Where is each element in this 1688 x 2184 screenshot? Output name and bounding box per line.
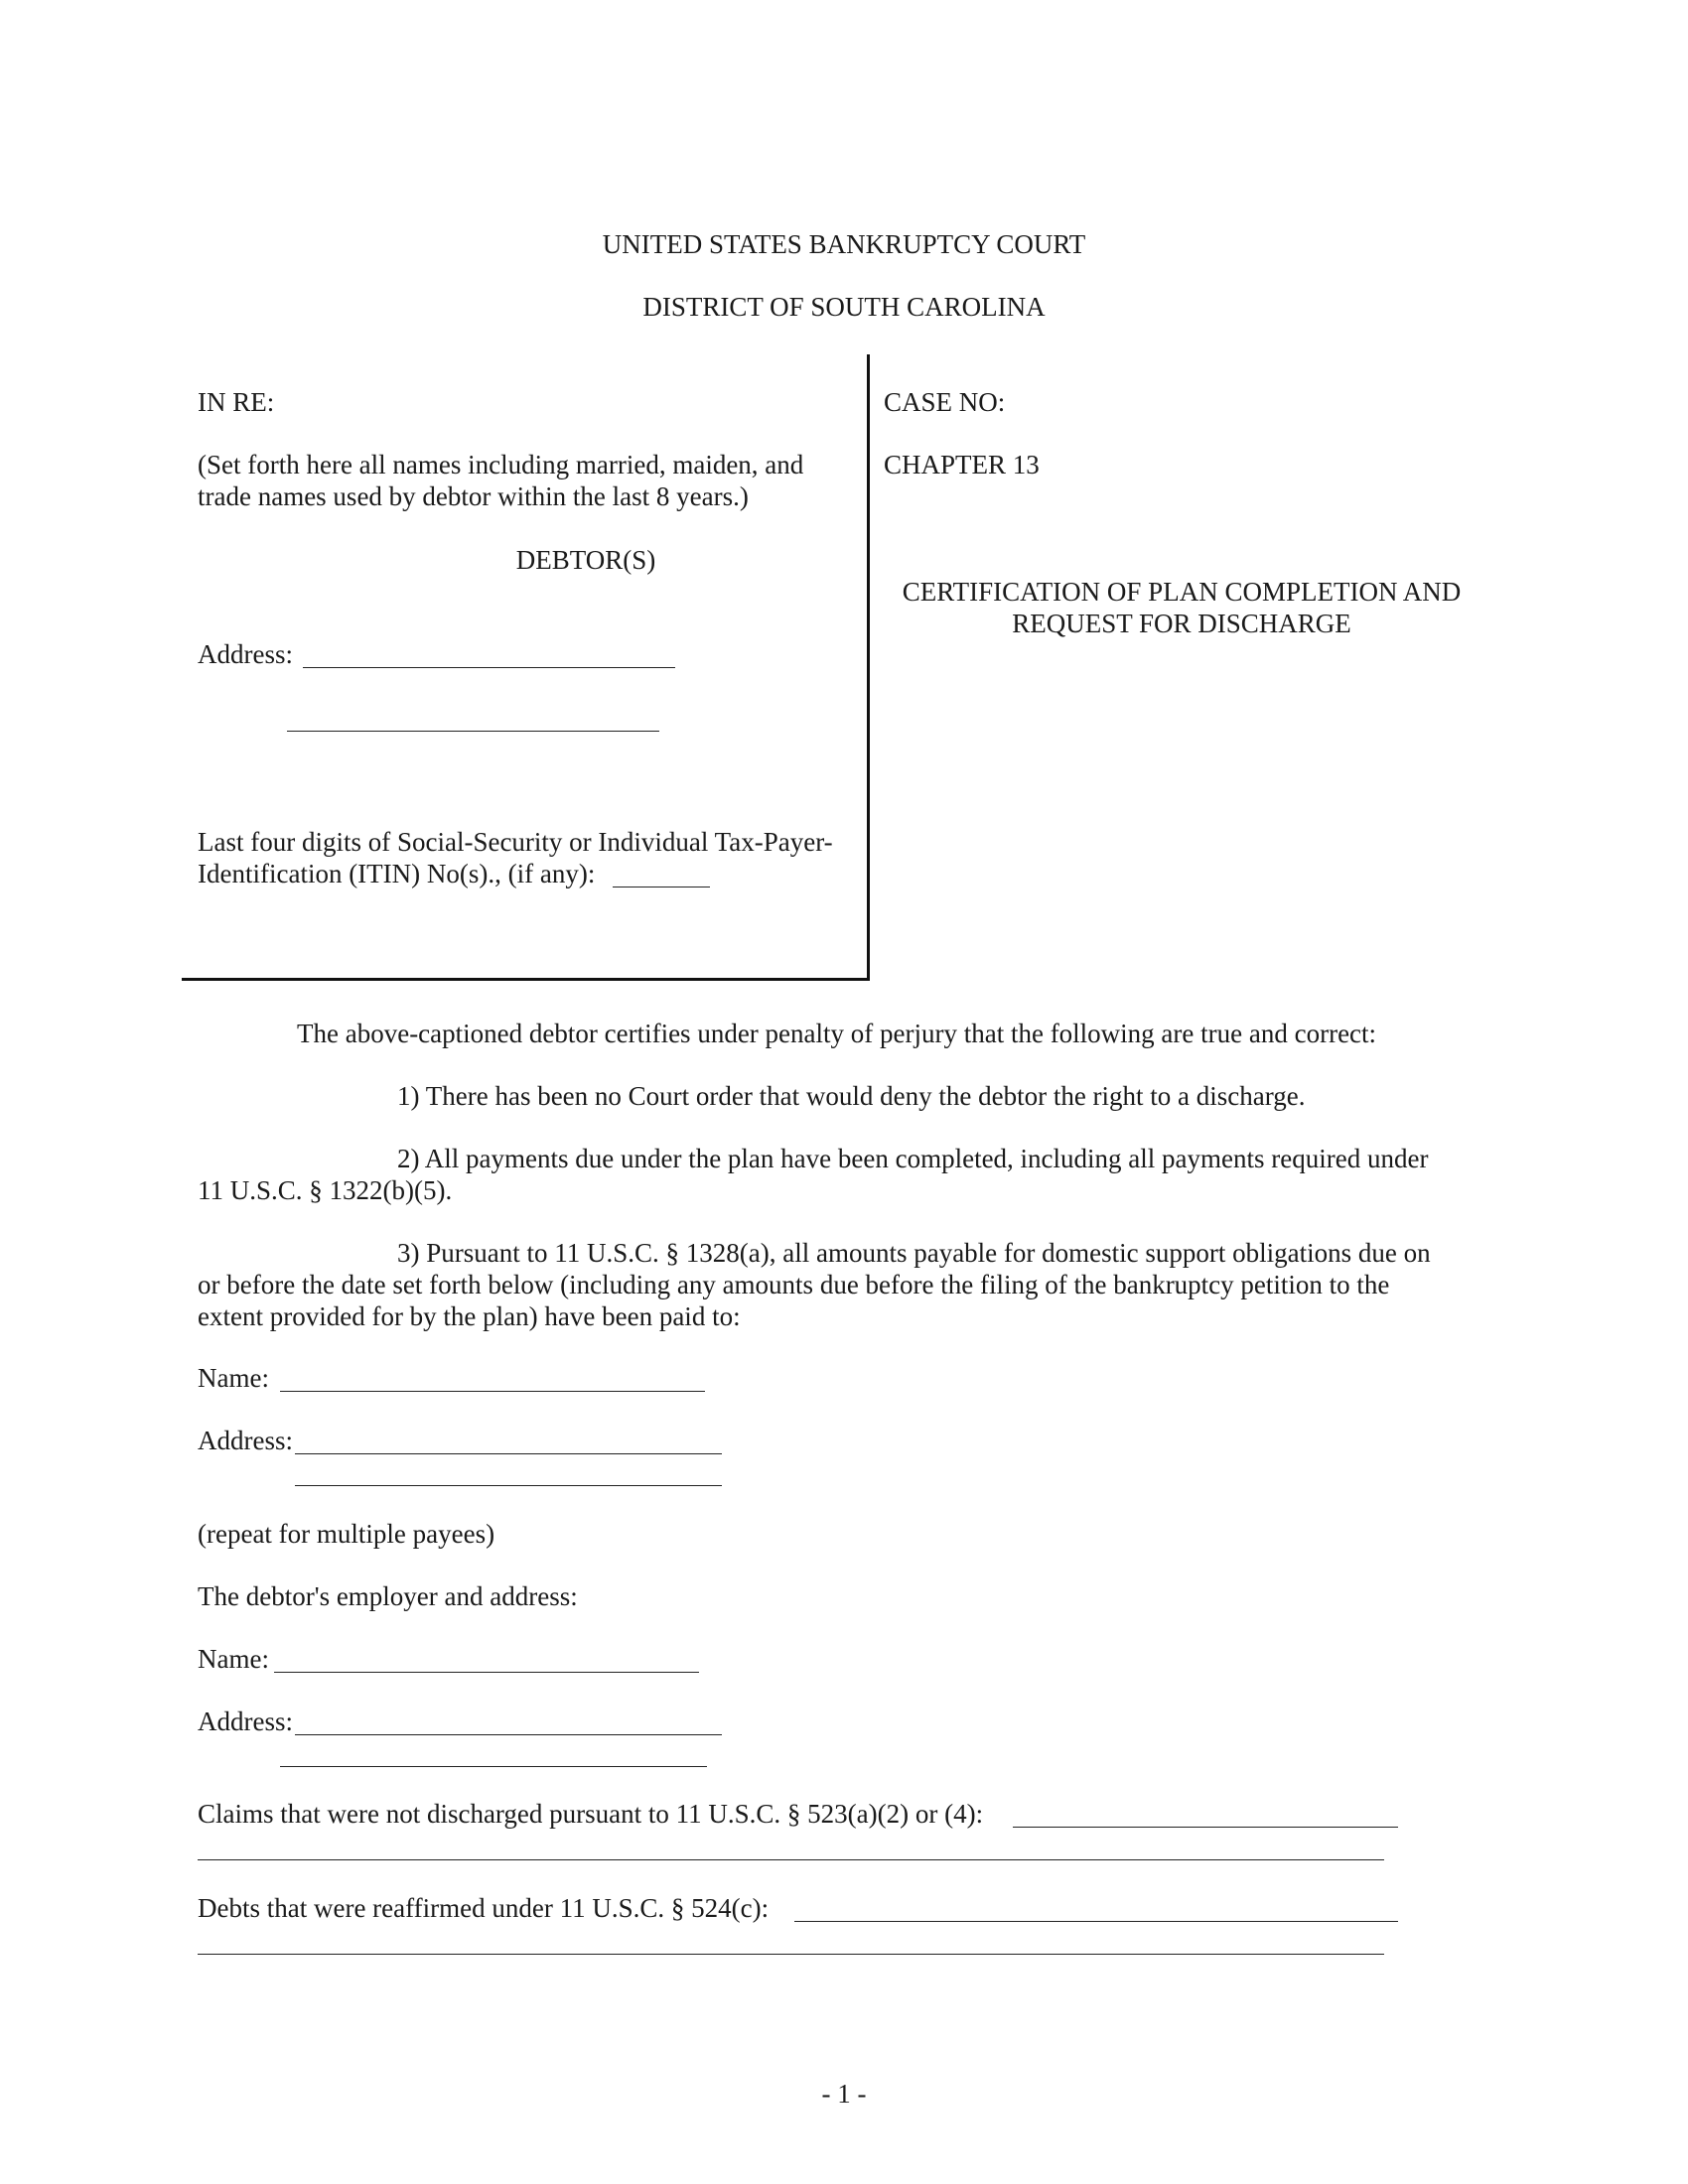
employer-address-label: Address: xyxy=(198,1706,293,1736)
employer-address-line1[interactable] xyxy=(295,1734,722,1735)
payee-address-line2[interactable] xyxy=(295,1485,722,1486)
item-3-line1: 3) Pursuant to 11 U.S.C. § 1328(a), all amounts payable for domestic support obligations due on xyxy=(397,1238,1431,1268)
debts-reaffirmed-field-line2[interactable] xyxy=(198,1954,1384,1955)
district-name: DISTRICT OF SOUTH CAROLINA xyxy=(642,292,1046,322)
debtor-address-line2[interactable] xyxy=(287,731,659,732)
debtor-address-label: Address: xyxy=(198,639,293,669)
names-instruction-line1: (Set forth here all names including married, maiden, and xyxy=(198,450,804,479)
employer-address-line2[interactable] xyxy=(280,1766,707,1767)
item-2-line2: 11 U.S.C. § 1322(b)(5). xyxy=(198,1175,453,1205)
certification-intro: The above-captioned debtor certifies under penalty of perjury that the following are true and correct: xyxy=(297,1019,1377,1048)
payee-address-label: Address: xyxy=(198,1426,293,1455)
caption-vertical-rule xyxy=(867,354,870,981)
payee-name-field[interactable] xyxy=(280,1391,705,1392)
item-1: 1) There has been no Court order that would deny the debtor the right to a discharge. xyxy=(397,1081,1306,1111)
claims-not-discharged-field-line2[interactable] xyxy=(198,1859,1384,1860)
employer-name-field[interactable] xyxy=(274,1672,699,1673)
debtor-label: DEBTOR(S) xyxy=(515,545,656,575)
ssn-label-line2: Identification (ITIN) No(s)., (if any): xyxy=(198,859,596,888)
item-3-line2: or before the date set forth below (including any amounts due before the filing of the bankruptcy petition to the xyxy=(198,1270,1390,1299)
debts-reaffirmed-label: Debts that were reaffirmed under 11 U.S.C. § 524(c): xyxy=(198,1893,770,1923)
employer-name-label: Name: xyxy=(198,1644,269,1674)
employer-heading: The debtor's employer and address: xyxy=(198,1581,578,1611)
payee-name-label: Name: xyxy=(198,1363,269,1393)
debts-reaffirmed-field[interactable] xyxy=(794,1921,1398,1922)
chapter-label: CHAPTER 13 xyxy=(884,450,1040,479)
payee-address-line1[interactable] xyxy=(295,1453,722,1454)
page-number: - 1 - xyxy=(821,2079,867,2109)
item-3-line3: extent provided for by the plan) have been paid to: xyxy=(198,1301,741,1331)
claims-not-discharged-field[interactable] xyxy=(1013,1827,1398,1828)
item-2-line1: 2) All payments due under the plan have been completed, including all payments required under xyxy=(397,1144,1429,1173)
document-title-line2: REQUEST FOR DISCHARGE xyxy=(1012,609,1351,638)
ssn-label-line1: Last four digits of Social-Security or Individual Tax-Payer- xyxy=(198,827,833,857)
in-re-label: IN RE: xyxy=(198,387,275,417)
case-no-label: CASE NO: xyxy=(884,387,1006,417)
names-instruction-line2: trade names used by debtor within the last 8 years.) xyxy=(198,481,749,511)
document-title-line1: CERTIFICATION OF PLAN COMPLETION AND xyxy=(902,577,1462,607)
repeat-payees-note: (repeat for multiple payees) xyxy=(198,1519,495,1549)
court-name: UNITED STATES BANKRUPTCY COURT xyxy=(602,229,1086,259)
caption-horizontal-rule xyxy=(182,978,870,981)
claims-not-discharged-label: Claims that were not discharged pursuant to 11 U.S.C. § 523(a)(2) or (4): xyxy=(198,1799,984,1829)
debtor-address-line1[interactable] xyxy=(303,667,675,668)
